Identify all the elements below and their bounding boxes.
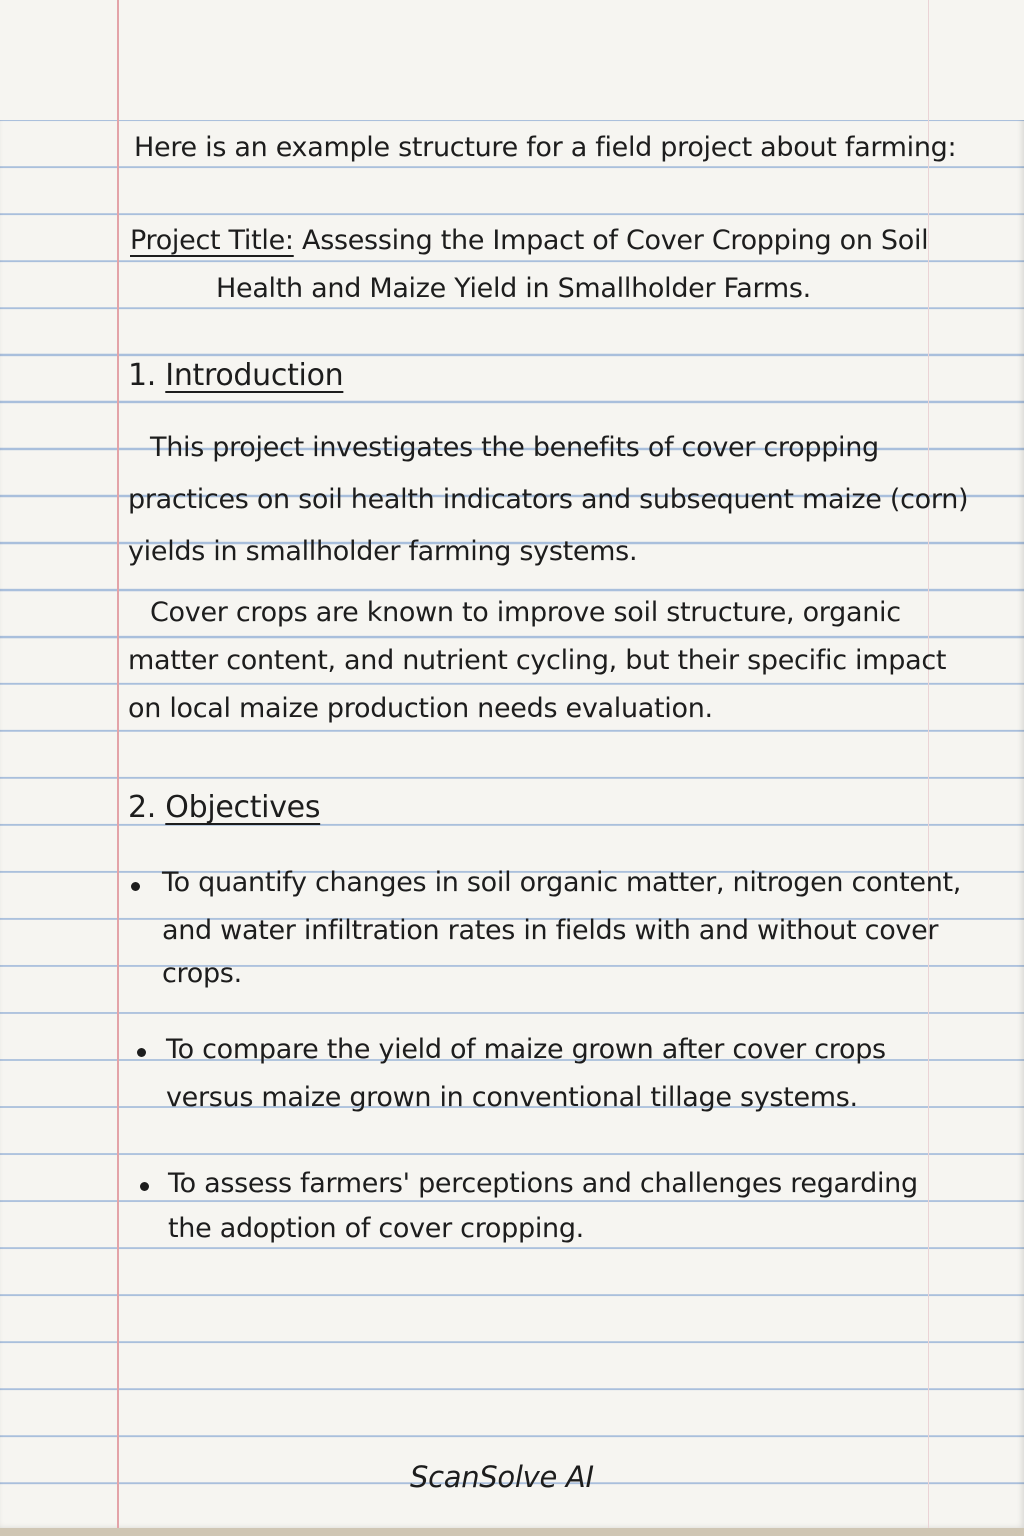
objective-3-line-1: To assess farmers' perceptions and challenges regarding — [168, 1168, 918, 1199]
section-number: 1. — [128, 358, 157, 393]
footer-brand: ScanSolve AI — [410, 1460, 594, 1494]
introduction-heading — [128, 358, 343, 393]
objective-3-line-2: the adoption of cover cropping. — [168, 1213, 584, 1244]
bullet-icon — [131, 882, 140, 891]
project-title-line-2: Health and Maize Yield in Smallholder Farms. — [216, 273, 811, 304]
objective-2-line-1: To compare the yield of maize grown after cover crops — [166, 1034, 886, 1065]
left-margin-line — [117, 0, 119, 1528]
intro-para1-line-1: This project investigates the benefits of cover cropping — [150, 432, 879, 463]
project-title-label: Project Title: — [130, 225, 294, 256]
objective-1-line-2: and water infiltration rates in fields with and without cover — [162, 915, 939, 946]
desk-surface — [0, 1528, 1024, 1536]
project-title-line-1 — [130, 225, 928, 256]
objective-2-line-2: versus maize grown in conventional tillage systems. — [166, 1082, 858, 1113]
bullet-icon — [140, 1182, 149, 1191]
intro-para2-line-2: matter content, and nutrient cycling, but their specific impact — [128, 645, 947, 676]
intro-para1-line-3: yields in smallholder farming systems. — [128, 536, 638, 567]
objective-1-line-3: crops. — [162, 958, 242, 989]
section-number: 2. — [128, 790, 157, 825]
intro-line: Here is an example structure for a field project about farming: — [134, 132, 957, 163]
project-title-text-1: Assessing the Impact of Cover Cropping on Soil — [302, 225, 929, 256]
objective-1-line-1: To quantify changes in soil organic matter, nitrogen content, — [162, 867, 962, 898]
objectives-heading — [128, 790, 320, 825]
page-header-blank — [0, 0, 1024, 120]
section-title: Objectives — [165, 790, 321, 825]
intro-para2-line-1: Cover crops are known to improve soil structure, organic — [150, 597, 901, 628]
intro-para2-line-3: on local maize production needs evaluation. — [128, 693, 713, 724]
intro-para1-line-2: practices on soil health indicators and subsequent maize (corn) — [128, 484, 969, 515]
bullet-icon — [137, 1048, 146, 1057]
section-title: Introduction — [165, 358, 344, 393]
